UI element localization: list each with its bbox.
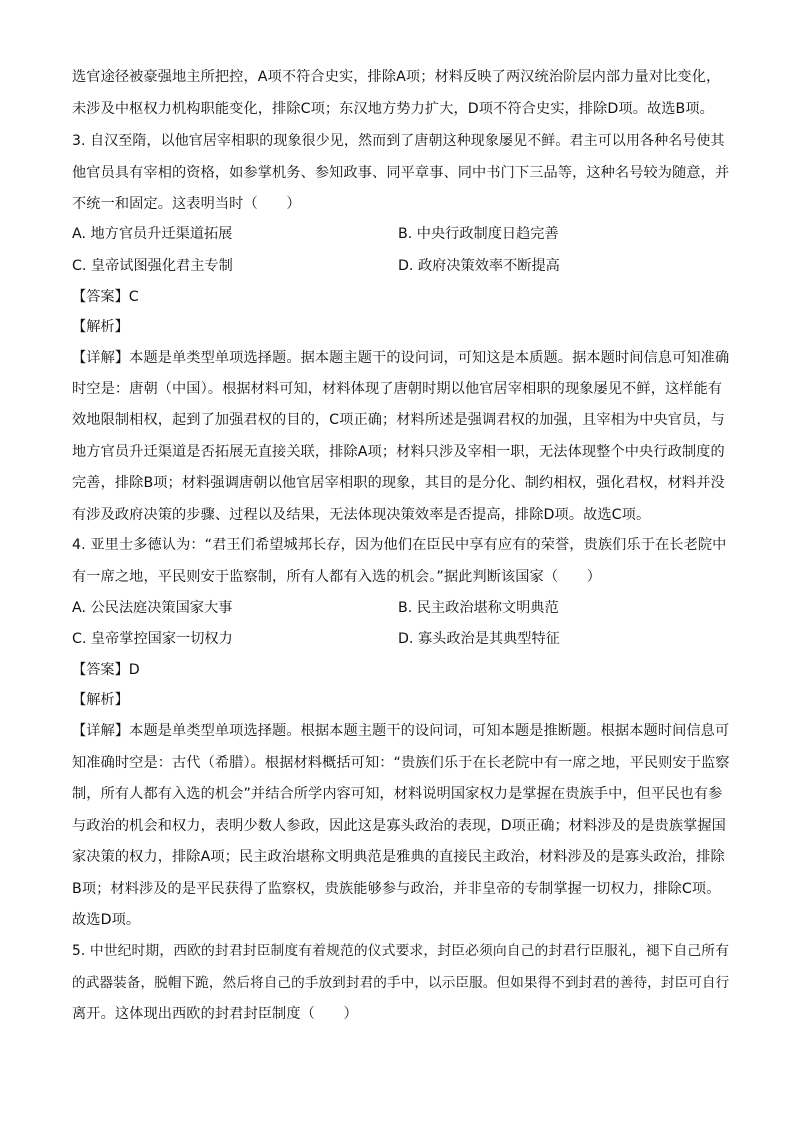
text-line: 选官途径被豪强地主所把控，A项不符合史实，排除A项；材料反映了两汉统治阶层内部力量对比变化，: [72, 69, 721, 85]
q4-analysis-label: 【解析】: [72, 692, 129, 708]
q4-detail-line: 家决策的权力，排除A项；民主政治堪称文明典范是雅典的直接民主政治，材料涉及的是寡头政治，排除: [72, 849, 725, 865]
q3-option-a: A. 地方官员升迁渠道拓展: [72, 226, 233, 242]
q4-detail-line: 【详解】本题是单类型单项选择题。根据本题主题干的设问词，可知本题是推断题。根据本题时间信息可: [72, 723, 730, 739]
question-3-stem: 他官员具有宰相的资格，如参掌机务、参知政事、同平章事、同中书门下三品等，这种名号较为随意，并: [72, 165, 730, 181]
q3-detail-line: 完善，排除B项；材料强调唐朝以他官居宰相职的现象，其目的是分化、制约相权，强化君权，材料并没: [72, 475, 725, 491]
question-4-stem: 4. 亚里士多德认为：“君王们希望城邦长存，因为他们在臣民中享有应有的荣誉，贵族们乐于在长老院中: [72, 537, 727, 553]
q3-option-b: B. 中央行政制度日趋完善: [398, 226, 559, 242]
q4-option-a: A. 公民法庭决策国家大事: [72, 600, 233, 616]
q3-option-c: C. 皇帝试图强化君主专制: [72, 258, 233, 274]
q3-detail-line: 时空是：唐朝（中国）。根据材料可知，材料体现了唐朝时期以他官居宰相职的现象屡见不鲜，这样能有: [72, 381, 723, 397]
question-5-stem: 离开。这体现出西欧的封君封臣制度（ ）: [72, 1006, 358, 1022]
question-3-stem: 不统一和固定。这表明当时（ ）: [72, 196, 301, 212]
q3-detail-line: 【详解】本题是单类型单项选择题。据本题主题干的设问词，可知这是本质题。据本题时间信息可知准确: [72, 350, 730, 366]
q3-option-d: D. 政府决策效率不断提高: [398, 258, 560, 274]
q3-detail-line: 有涉及政府决策的步骤、过程以及结果，无法体现决策效率是否提高，排除D项。故选C项。: [72, 507, 651, 523]
question-4-stem: 有一席之地，平民则安于监察制，所有人都有入选的机会。”据此判断该国家（ ）: [72, 569, 601, 585]
question-3-stem: 3. 自汉至隋，以他官居宰相职的现象很少见，然而到了唐朝这种现象屡见不鲜。君主可以用各种名号使其: [72, 133, 725, 149]
q4-option-c: C. 皇帝掌控国家一切权力: [72, 631, 233, 647]
q4-detail-line: 知准确时空是：古代（希腊）。根据材料概括可知：“贵族们乐于在长老院中有一席之地，平民则安于监察: [72, 755, 730, 771]
q4-detail-line: 故选D项。: [72, 912, 141, 928]
q4-option-d: D. 寡头政治是其典型特征: [398, 631, 560, 647]
q3-detail-line: 效地限制相权，起到了加强君权的目的，C项正确；材料所述是强调君权的加强，且宰相为中央官员，与: [72, 412, 725, 428]
q3-answer: 【答案】C: [72, 289, 139, 305]
q4-detail-line: B项；材料涉及的是平民获得了监察权，贵族能够参与政治，并非皇帝的专制掌握一切权力，排除C项。: [72, 881, 721, 897]
q4-detail-line: 与政治的机会和权力，表明少数人参政，因此这是寡头政治的表现，D项正确；材料涉及的是贵族掌握国: [72, 818, 726, 834]
q4-option-b: B. 民主政治堪称文明典范: [398, 600, 559, 616]
q4-answer: 【答案】D: [72, 662, 140, 678]
q3-detail-line: 地方官员升迁渠道是否拓展无直接关联，排除A项；材料只涉及宰相一职，无法体现整个中央行政制度的: [72, 444, 725, 460]
q3-analysis-label: 【解析】: [72, 319, 129, 335]
question-5-stem: 5. 中世纪时期，西欧的封君封臣制度有着规范的仪式要求，封臣必须向自己的封君行臣服礼，褪下自己所有: [72, 943, 730, 959]
text-line: 未涉及中枢权力机构职能变化，排除C项；东汉地方势力扩大，D项不符合史实，排除D项。故选B项。: [72, 101, 714, 117]
q4-detail-line: 制，所有人都有入选的机会”并结合所学内容可知，材料说明国家权力是掌握在贵族手中，但平民也有参: [72, 786, 723, 802]
question-5-stem: 的武器装备，脱帽下跪，然后将自己的手放到封君的手中，以示臣服。但如果得不到封君的善待，封臣可自行: [72, 975, 730, 991]
